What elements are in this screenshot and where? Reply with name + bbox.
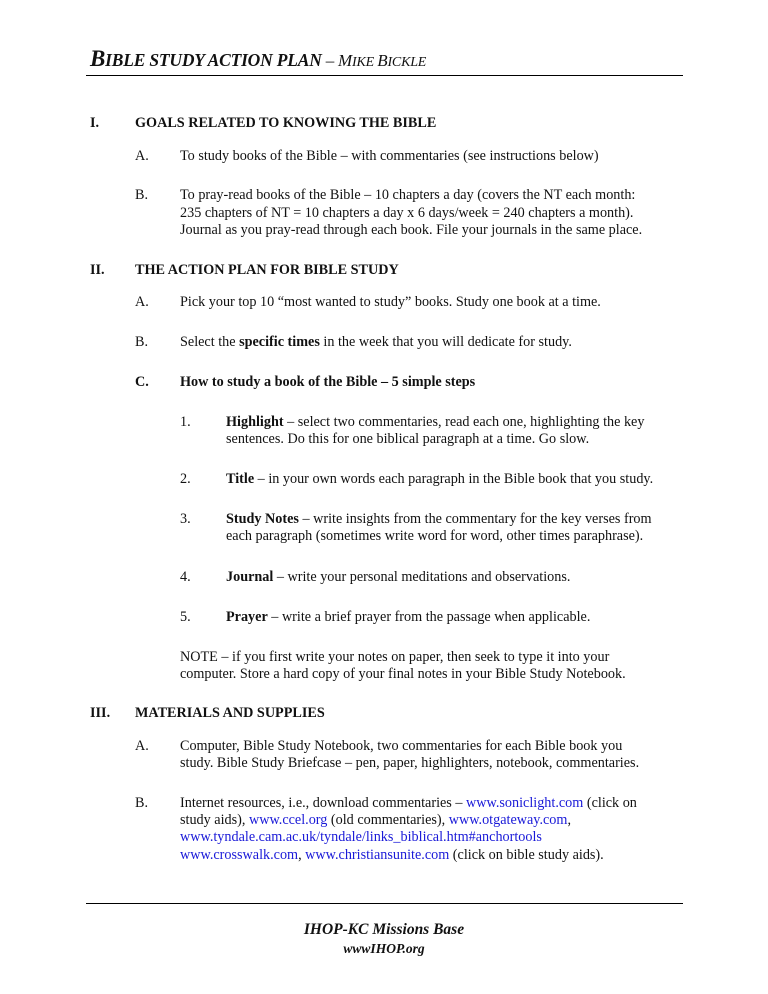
title-initial: B [90, 46, 106, 71]
section2-a-letter: A. [135, 294, 149, 310]
section1-a-text: To study books of the Bible – with commentaries (see instructions below) [180, 148, 599, 164]
section2-b-letter: B. [135, 334, 149, 350]
section1-a-letter: A. [135, 148, 149, 164]
header-rule [86, 75, 683, 76]
section2-b-text: Select the specific times in the week that you will dedicate for study. [180, 334, 572, 350]
section3-a-line1: Computer, Bible Study Notebook, two commentaries for each Bible book you [180, 738, 623, 754]
section2-c-letter: C. [135, 374, 149, 390]
link-otgateway[interactable]: www.otgateway.com [448, 812, 568, 828]
step-text: Title – in your own words each paragraph in the Bible book that you study. [226, 471, 654, 487]
step-text: Journal – write your personal meditations and observations. [226, 569, 571, 585]
step-text-line2: sentences. Do this for one biblical paragraph at a time. Go slow. [226, 431, 590, 447]
section3-a-line2: study. Bible Study Briefcase – pen, paper, highlighters, notebook, commentaries. [180, 755, 640, 771]
section1-b-line1: To pray-read books of the Bible – 10 chapters a day (covers the NT each month: [180, 187, 636, 203]
section3-numeral: III. [90, 705, 111, 721]
document-title [90, 46, 426, 72]
footer-site: wwwIHOP.org [343, 941, 425, 956]
section1-b-line2: 235 chapters of NT = 10 chapters a day x 6 days/week = 240 chapters a month). [180, 205, 634, 221]
note-line1: NOTE – if you first write your notes on paper, then seek to type it into your [180, 649, 610, 665]
section2-c-text: How to study a book of the Bible – 5 simple steps [180, 374, 476, 390]
step-text: Study Notes – write insights from the commentary for the key verses from [226, 511, 652, 527]
link-ccel[interactable]: www.ccel.org [248, 812, 328, 828]
link-crosswalk[interactable]: www.crosswalk.com [180, 847, 299, 863]
step-number: 2. [180, 471, 191, 487]
section1-b-line3: Journal as you pray-read through each book. File your journals in the same place. [180, 222, 643, 238]
link-christiansunite[interactable]: www.christiansunite.com [305, 847, 450, 863]
step-number: 5. [180, 609, 191, 625]
section2-numeral: II. [90, 262, 105, 278]
section3-b-line3 [180, 829, 542, 846]
step-text: Highlight – select two commentaries, read each one, highlighting the key [226, 414, 645, 430]
step-number: 4. [180, 569, 191, 585]
section3-b-line1: Internet resources, i.e., download commentaries – www.soniclight.com (click on [180, 795, 637, 811]
section2-a-text: Pick your top 10 “most wanted to study” books. Study one book at a time. [180, 294, 601, 310]
section2-heading: THE ACTION PLAN FOR BIBLE STUDY [135, 262, 399, 278]
section1-b-letter: B. [135, 187, 149, 203]
section3-b-line2: study aids), www.ccel.org (old commentaries), www.otgateway.com, [180, 812, 571, 828]
footer-rule [86, 903, 683, 904]
title-dash: – [321, 51, 339, 70]
note-line2: computer. Store a hard copy of your final notes in your Bible Study Notebook. [180, 666, 626, 682]
link-tyndale[interactable]: www.tyndale.cam.ac.uk/tyndale/links_biblical.htm#anchortools [180, 829, 542, 845]
section1-numeral: I. [90, 115, 100, 131]
step-text: Prayer – write a brief prayer from the passage when applicable. [226, 609, 591, 625]
section1-heading: GOALS RELATED TO KNOWING THE BIBLE [135, 115, 437, 131]
section3-b-letter: B. [135, 795, 149, 811]
section3-b-line4: www.crosswalk.com, www.christiansunite.com (click on bible study aids). [180, 847, 604, 863]
section3-heading: MATERIALS AND SUPPLIES [135, 705, 325, 721]
author-name: MIKE BICKLE [338, 51, 427, 70]
title-rest: IBLE STUDY ACTION PLAN [105, 50, 322, 70]
step-number: 1. [180, 414, 191, 430]
step-text-line2: each paragraph (sometimes write word for word, other times paraphrase). [226, 528, 644, 544]
step-number: 3. [180, 511, 191, 527]
section3-a-letter: A. [135, 738, 149, 754]
footer-org: IHOP-KC Missions Base [303, 921, 465, 938]
link-soniclight[interactable]: www.soniclight.com [466, 795, 584, 811]
